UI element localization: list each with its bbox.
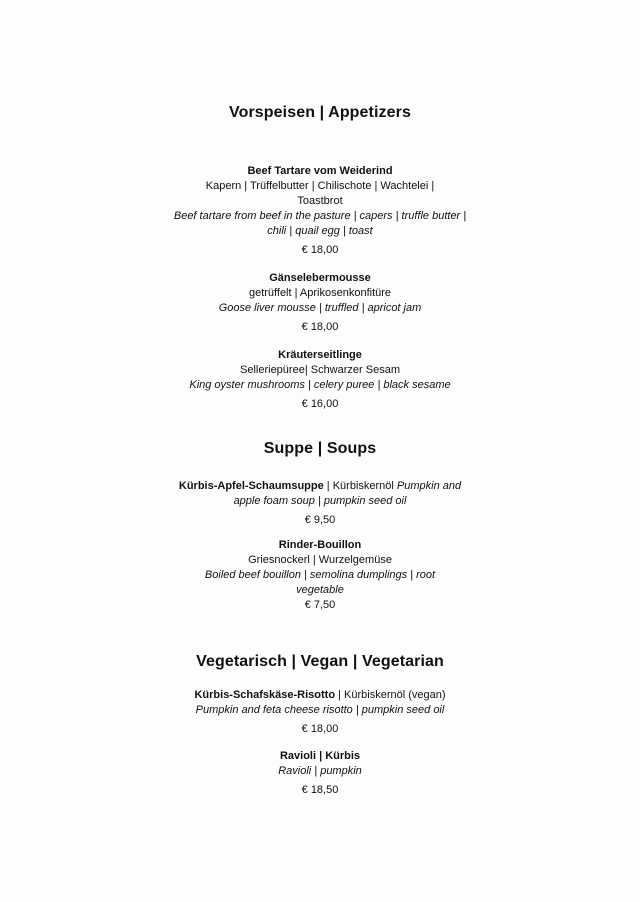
menu-item-kuerbis-schafskaese-risotto (160, 688, 480, 737)
menu-item-name: Ravioli | Kürbis (279, 750, 361, 762)
menu-item-description-en: Ravioli | pumpkin (278, 765, 362, 777)
menu-item-name: Kürbis-Apfel-Schaumsuppe (178, 480, 324, 492)
menu-item-name: Beef Tartare vom Weiderind (247, 165, 393, 177)
menu-item-name: Gänselebermousse (269, 272, 371, 284)
menu-item-kuerbis-apfel-schaumsuppe (160, 479, 480, 528)
menu-item-description-en: Goose liver mousse | truffled | apricot jam (218, 302, 422, 314)
menu-item-price: € 18,00 (301, 244, 339, 256)
menu-item-ravioli-kuerbis (160, 749, 480, 798)
menu-item-description-de: | Kürbiskernöl (vegan) (335, 689, 446, 701)
menu-item-name: Kräuterseitlinge (278, 349, 362, 361)
menu-item-name: Kürbis-Schafskäse-Risotto (194, 689, 336, 701)
menu-item-kraeuterseitlinge (160, 348, 480, 412)
section-title-soups: Suppe | Soups (263, 440, 377, 457)
section-title-vegetarian: Vegetarisch | Vegan | Vegetarian (196, 653, 444, 670)
menu-item-description-de: | Kürbiskernöl (323, 480, 397, 492)
menu-item-price: € 9,50 (304, 514, 336, 526)
menu-item-gaenselebermousse (160, 271, 480, 335)
menu-item-description-de: Selleriepüree| Schwarzer Sesam (240, 364, 400, 376)
menu-item-description-de: getrüffelt | Aprikosenkonfitüre (248, 287, 392, 299)
menu-item-price: € 16,00 (301, 398, 339, 410)
menu-item-description-en: Beef tartare from beef in the pasture | capers | truffle butter | chili | quail egg | toast (173, 210, 467, 237)
menu-item-description-de: Griesnockerl | Wurzelgemüse (248, 554, 392, 566)
section-title-appetizers: Vorspeisen | Appetizers (229, 104, 411, 121)
menu-item-rinder-bouillon (160, 538, 480, 613)
menu-item-beef-tartare (160, 164, 480, 258)
menu-item-price: € 7,50 (304, 599, 336, 611)
menu-item-price: € 18,50 (301, 784, 339, 796)
menu-item-name: Rinder-Bouillon (278, 539, 362, 551)
menu-item-combined-line (170, 479, 470, 509)
menu-item-description-en: Pumpkin and feta cheese risotto | pumpkin seed oil (195, 704, 445, 716)
menu-item-description-de: Kapern | Trüffelbutter | Chilischote | Wachtelei | Toastbrot (205, 180, 435, 207)
menu-item-price: € 18,00 (301, 321, 339, 333)
menu-item-price: € 18,00 (301, 723, 339, 735)
menu-item-description-en: King oyster mushrooms | celery puree | black sesame (189, 379, 451, 391)
menu-item-description-en: Pumpkin and apple foam soup | pumpkin seed oil (233, 480, 462, 507)
menu-item-combined-line (160, 688, 480, 703)
menu-item-description-en: Boiled beef bouillon | semolina dumplings | root vegetable (204, 569, 436, 596)
